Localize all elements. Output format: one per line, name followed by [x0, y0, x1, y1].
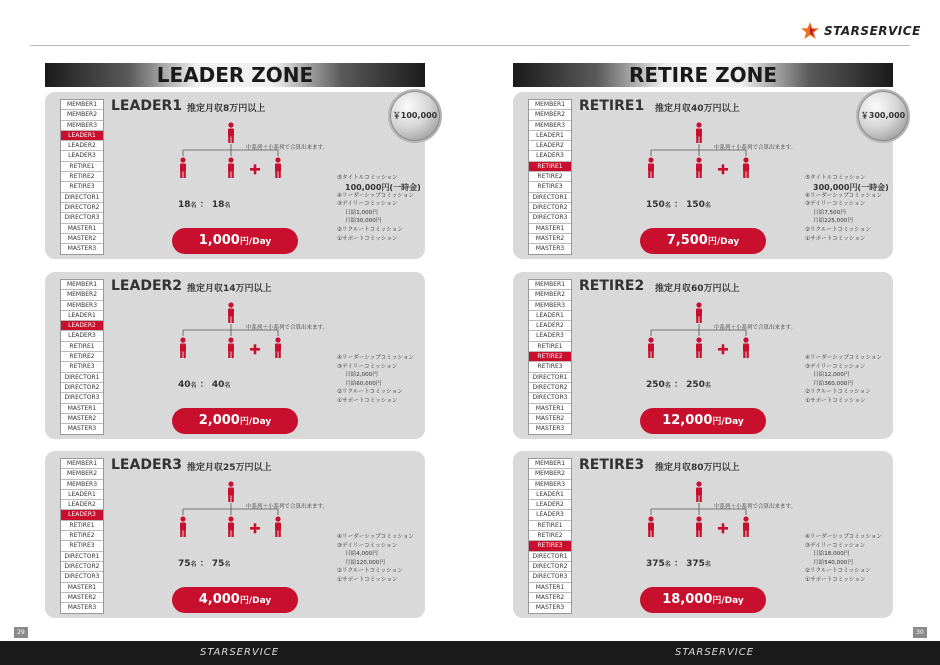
rank-item: MEMBER3	[61, 121, 103, 131]
daily-pay-pill	[172, 228, 298, 254]
commission-item: ④リーダーシップコミッション	[805, 192, 883, 199]
level-name: LEADER1	[111, 98, 183, 114]
zone-header	[45, 63, 425, 87]
person-icon	[648, 516, 654, 537]
plus-icon	[718, 164, 728, 174]
rank-item: DIRECTOR2	[529, 562, 571, 572]
rank-item: MASTER3	[67, 604, 97, 612]
level-name: LEADER2	[111, 278, 183, 294]
rank-item: DIRECTOR2	[529, 383, 571, 393]
rank-item: LEADER1	[61, 311, 103, 321]
commission-item: 日給2,000円	[345, 372, 378, 379]
org-tree-diagram	[639, 300, 759, 370]
count-separator: ：	[199, 559, 209, 569]
person-icon	[228, 337, 234, 358]
daily-pay-amount: 12,000	[662, 413, 713, 428]
coin-amount: ￥300,000	[860, 111, 906, 120]
rank-item: DIRECTOR3	[529, 213, 571, 223]
org-tree	[171, 120, 291, 190]
rank-item: LEADER1	[529, 131, 571, 141]
level-name: RETIRE2	[579, 278, 645, 294]
count-unit-right: 名	[704, 382, 711, 389]
rank-item: MEMBER3	[61, 480, 103, 490]
person-icon	[696, 481, 702, 502]
org-tree	[639, 120, 759, 190]
count-separator: ：	[199, 200, 209, 210]
rank-item: DIRECTOR2	[529, 203, 571, 213]
rank-item: MASTER2	[61, 414, 103, 424]
daily-pay-amount: 4,000	[198, 592, 240, 607]
rank-item: RETIRE3	[61, 541, 103, 551]
rank-item: LEADER3	[61, 151, 103, 161]
rank-item: MASTER3	[535, 245, 565, 253]
commission-item: ①サポートコミッション	[337, 576, 398, 583]
count-left: 18	[178, 200, 191, 210]
estimated-income: 推定月収80万円以上	[655, 463, 740, 473]
person-icon	[696, 516, 702, 537]
rank-item: MASTER1	[529, 404, 571, 414]
rank-item: MEMBER1	[529, 459, 571, 469]
rank-item: MEMBER2	[61, 290, 103, 300]
rank-item: MASTER2	[61, 234, 103, 244]
count-unit-left: 名	[190, 382, 197, 389]
rank-item: MEMBER3	[529, 301, 571, 311]
rank-item: RETIRE2	[61, 172, 103, 182]
org-tree	[639, 479, 759, 549]
plus-icon	[718, 344, 728, 354]
commission-item: ②リクルートコミッション	[805, 389, 871, 396]
rank-item: LEADER1	[529, 311, 571, 321]
commission-item: 月給360,000円	[813, 380, 853, 387]
person-icon	[648, 337, 654, 358]
rank-item: MASTER1	[529, 224, 571, 234]
commission-item: ②リクルートコミッション	[805, 226, 871, 233]
rank-item: LEADER2	[61, 500, 103, 510]
count-right: 18	[211, 200, 225, 210]
commission-item: ③デイリーコミッション	[805, 542, 866, 549]
tree-note: 中系列＋小系列で合算出来ます。	[246, 145, 329, 151]
person-icon	[275, 516, 281, 537]
coin-badge	[388, 89, 442, 143]
daily-pay-unit: 円/Day	[712, 596, 744, 606]
daily-pay-unit: 円/Day	[239, 237, 272, 247]
plus-icon	[718, 523, 728, 533]
daily-pay-amount: 2,000	[198, 413, 240, 428]
commission-item: ①サポートコミッション	[337, 397, 398, 404]
person-icon	[648, 157, 654, 178]
daily-pay-unit: 円/Day	[712, 417, 744, 427]
count-unit-left: 名	[190, 561, 197, 568]
rank-item: RETIRE1	[529, 342, 571, 352]
rank-item: DIRECTOR3	[61, 393, 103, 403]
org-tree-diagram	[171, 479, 291, 549]
member-counts	[646, 377, 711, 390]
coin-badge	[856, 89, 910, 143]
person-icon	[743, 516, 749, 537]
member-counts	[178, 556, 230, 569]
level-card	[513, 92, 906, 259]
rank-item: RETIRE3	[529, 541, 571, 551]
count-right: 75	[211, 559, 225, 569]
page-number-left: 29	[14, 627, 28, 638]
daily-pay-amount: 7,500	[666, 233, 708, 248]
level-card	[45, 92, 438, 259]
estimated-income: 推定月収60万円以上	[655, 284, 740, 294]
footer-bar	[0, 641, 940, 665]
rank-item: RETIRE1	[61, 521, 103, 531]
rank-item: RETIRE1	[61, 162, 103, 172]
commission-item: ③デイリーコミッション	[337, 201, 398, 208]
commission-item: 月給540,000円	[813, 559, 853, 566]
person-icon	[180, 516, 186, 537]
rank-item: DIRECTOR1	[529, 552, 571, 562]
daily-pay-unit: 円/Day	[239, 596, 272, 606]
zone-title: LEADER ZONE	[156, 63, 314, 87]
count-separator: ：	[673, 559, 683, 569]
person-icon	[228, 516, 234, 537]
org-tree-diagram	[639, 120, 759, 190]
rank-item: LEADER2	[529, 500, 571, 510]
rank-item: RETIRE2	[61, 531, 103, 541]
member-counts	[646, 197, 711, 210]
rank-item: MASTER1	[61, 583, 103, 593]
rank-item: RETIRE3	[61, 182, 103, 192]
commission-list	[337, 354, 447, 406]
rank-item: MASTER3	[535, 604, 565, 612]
count-left: 375	[646, 559, 665, 569]
member-counts	[646, 556, 711, 569]
rank-item: MASTER1	[61, 224, 103, 234]
rank-item: MASTER3	[535, 425, 565, 433]
commission-item: 月給120,000円	[345, 559, 385, 566]
commission-item: 月給60,000円	[345, 380, 382, 387]
count-separator: ：	[673, 380, 683, 390]
zone-header	[513, 63, 893, 87]
level-card	[45, 451, 425, 618]
commission-item: ②リクルートコミッション	[337, 389, 403, 396]
daily-pay-pill	[640, 228, 766, 254]
commission-item: 100,000円(一時金)	[345, 182, 421, 192]
page-number-right: 30	[913, 627, 927, 638]
count-unit-right: 名	[224, 561, 231, 568]
plus-icon	[250, 344, 260, 354]
rank-list	[60, 99, 104, 255]
person-icon	[275, 337, 281, 358]
rank-item: MASTER1	[529, 583, 571, 593]
rank-item: RETIRE3	[61, 362, 103, 372]
count-right: 250	[686, 380, 705, 390]
commission-item: 月給225,000円	[813, 218, 853, 225]
commission-item: 日給1,000円	[345, 209, 378, 216]
commission-item: ③デイリーコミッション	[805, 363, 866, 370]
count-right: 40	[211, 380, 225, 390]
rank-list	[528, 279, 572, 435]
rank-item: MASTER1	[61, 404, 103, 414]
rank-item: RETIRE2	[61, 352, 103, 362]
level-name: LEADER3	[111, 457, 183, 473]
org-tree-diagram	[171, 300, 291, 370]
rank-list	[60, 279, 104, 435]
commission-item: ⑤タイトルコミッション	[337, 175, 398, 181]
rank-item: LEADER3	[529, 510, 571, 520]
rank-item: MEMBER3	[529, 121, 571, 131]
zone-title: RETIRE ZONE	[628, 63, 778, 87]
level-name: RETIRE1	[579, 98, 645, 114]
rank-item: DIRECTOR3	[61, 213, 103, 223]
commission-item: ⑤タイトルコミッション	[805, 175, 866, 181]
commission-item: 日給18,000円	[813, 551, 850, 558]
daily-pay-pill	[172, 408, 298, 434]
level-card	[45, 272, 425, 439]
tree-note: 中系列＋小系列で合算出来ます。	[714, 145, 797, 151]
rank-item: DIRECTOR1	[529, 373, 571, 383]
rank-item: LEADER3	[529, 151, 571, 161]
rank-item: MEMBER2	[529, 469, 571, 479]
rank-item: RETIRE3	[529, 182, 571, 192]
commission-item: 日給7,500円	[813, 209, 846, 216]
rank-item: RETIRE1	[529, 521, 571, 531]
rank-item: RETIRE1	[61, 342, 103, 352]
rank-item: DIRECTOR2	[61, 562, 103, 572]
rank-item: MEMBER3	[529, 480, 571, 490]
commission-item: ①サポートコミッション	[805, 397, 866, 404]
count-unit-left: 名	[664, 561, 671, 568]
commission-item: ④リーダーシップコミッション	[337, 192, 415, 199]
rank-item: LEADER1	[529, 490, 571, 500]
rank-item: DIRECTOR3	[529, 572, 571, 582]
commission-item: ④リーダーシップコミッション	[337, 534, 415, 540]
person-icon	[743, 157, 749, 178]
commission-item: ①サポートコミッション	[337, 235, 398, 242]
estimated-income: 推定月収14万円以上	[187, 284, 272, 294]
rank-item: LEADER1	[61, 490, 103, 500]
rank-item: MASTER2	[529, 414, 571, 424]
commission-list	[805, 354, 915, 406]
page-retire-zone	[470, 0, 940, 665]
org-tree	[639, 300, 759, 370]
rank-item: RETIRE2	[529, 172, 571, 182]
rank-item: MEMBER1	[61, 459, 103, 469]
tree-note: 中系列＋小系列で合算出来ます。	[714, 325, 797, 331]
level-name: RETIRE3	[579, 457, 645, 473]
rank-item: MASTER3	[67, 245, 97, 253]
person-icon	[696, 122, 702, 143]
plus-icon	[250, 164, 260, 174]
commission-item: ④リーダーシップコミッション	[805, 534, 883, 540]
rank-item: MEMBER1	[529, 280, 571, 290]
count-unit-right: 名	[704, 202, 711, 209]
daily-pay-pill	[640, 408, 766, 434]
rank-item: DIRECTOR1	[529, 193, 571, 203]
org-tree-diagram	[639, 479, 759, 549]
footer-brand-right: STARSERVICE	[675, 647, 755, 658]
count-separator: ：	[199, 380, 209, 390]
rank-item: LEADER2	[61, 321, 103, 331]
rank-item: RETIRE2	[529, 352, 571, 362]
count-left: 75	[178, 559, 191, 569]
commission-item: ②リクルートコミッション	[337, 226, 403, 233]
daily-pay-pill	[640, 587, 766, 613]
rank-item: MEMBER1	[61, 100, 103, 110]
tree-note: 中系列＋小系列で合算出来ます。	[246, 504, 329, 510]
level-card	[513, 272, 893, 439]
count-right: 150	[686, 200, 705, 210]
person-icon	[180, 337, 186, 358]
rank-item: MEMBER1	[529, 100, 571, 110]
commission-item: 月給30,000円	[345, 218, 382, 225]
brand-wordmark: STARSERVICE	[824, 24, 921, 38]
person-icon	[696, 337, 702, 358]
rank-item: LEADER2	[529, 321, 571, 331]
commission-list	[805, 533, 915, 585]
rank-item: DIRECTOR1	[61, 193, 103, 203]
commission-item: ③デイリーコミッション	[337, 542, 398, 549]
org-tree-diagram	[171, 120, 291, 190]
rank-item: DIRECTOR3	[61, 572, 103, 582]
count-unit-left: 名	[664, 202, 671, 209]
rank-item: LEADER2	[61, 141, 103, 151]
org-tree	[171, 479, 291, 549]
rank-item: LEADER2	[529, 141, 571, 151]
daily-pay-unit: 円/Day	[239, 417, 272, 427]
level-card	[513, 451, 893, 618]
person-icon	[228, 157, 234, 178]
rank-item: MEMBER1	[61, 280, 103, 290]
member-counts	[178, 377, 230, 390]
rank-item: DIRECTOR1	[61, 552, 103, 562]
count-unit-right: 名	[224, 382, 231, 389]
rank-item: DIRECTOR1	[61, 373, 103, 383]
count-left: 150	[646, 200, 665, 210]
commission-item: 300,000円(一時金)	[813, 182, 889, 192]
org-tree	[171, 300, 291, 370]
rank-item: MASTER3	[67, 425, 97, 433]
rank-list	[60, 458, 104, 614]
tree-note: 中系列＋小系列で合算出来ます。	[246, 325, 329, 331]
count-left: 250	[646, 380, 665, 390]
daily-pay-unit: 円/Day	[707, 237, 740, 247]
person-icon	[228, 302, 234, 323]
coin-amount: ￥100,000	[392, 111, 438, 120]
rank-item: DIRECTOR2	[61, 203, 103, 213]
person-icon	[228, 481, 234, 502]
commission-list	[805, 174, 915, 243]
rank-item: MASTER2	[61, 593, 103, 603]
commission-item: ③デイリーコミッション	[805, 201, 866, 208]
commission-list	[337, 174, 447, 243]
rank-item: MEMBER2	[529, 290, 571, 300]
estimated-income: 推定月収40万円以上	[655, 104, 740, 114]
commission-item: ②リクルートコミッション	[337, 568, 403, 575]
rank-item: MASTER2	[529, 234, 571, 244]
count-unit-left: 名	[190, 202, 197, 209]
member-counts	[178, 197, 230, 210]
person-icon	[743, 337, 749, 358]
rank-item: RETIRE3	[529, 362, 571, 372]
tree-note: 中系列＋小系列で合算出来ます。	[714, 504, 797, 510]
rank-item: LEADER3	[61, 331, 103, 341]
commission-item: 日給4,000円	[345, 551, 378, 558]
daily-pay-amount: 1,000	[198, 233, 240, 248]
person-icon	[696, 157, 702, 178]
commission-item: 日給12,000円	[813, 372, 850, 379]
count-right: 375	[686, 559, 705, 569]
footer-brand-left: STARSERVICE	[200, 647, 280, 658]
rank-list	[528, 99, 572, 255]
count-unit-left: 名	[664, 382, 671, 389]
rank-item: MEMBER3	[61, 301, 103, 311]
rank-item: MEMBER2	[529, 110, 571, 120]
commission-item: ③デイリーコミッション	[337, 363, 398, 370]
rank-item: MEMBER2	[61, 469, 103, 479]
rank-item: LEADER1	[61, 131, 103, 141]
rank-item: LEADER3	[61, 510, 103, 520]
rank-list	[528, 458, 572, 614]
commission-item: ④リーダーシップコミッション	[805, 355, 883, 361]
commission-item: ①サポートコミッション	[805, 235, 866, 242]
count-left: 40	[178, 380, 191, 390]
rank-item: MEMBER2	[61, 110, 103, 120]
commission-item: ①サポートコミッション	[805, 576, 866, 583]
estimated-income: 推定月収8万円以上	[187, 104, 266, 114]
commission-item: ④リーダーシップコミッション	[337, 355, 415, 361]
rank-item: RETIRE2	[529, 531, 571, 541]
count-unit-right: 名	[224, 202, 231, 209]
plus-icon	[250, 523, 260, 533]
estimated-income: 推定月収25万円以上	[187, 463, 272, 473]
commission-item: ②リクルートコミッション	[805, 568, 871, 575]
person-icon	[180, 157, 186, 178]
rank-item: DIRECTOR2	[61, 383, 103, 393]
count-separator: ：	[673, 200, 683, 210]
person-icon	[275, 157, 281, 178]
daily-pay-pill	[172, 587, 298, 613]
daily-pay-amount: 18,000	[662, 592, 713, 607]
rank-item: RETIRE1	[529, 162, 571, 172]
rank-item: MASTER2	[529, 593, 571, 603]
rank-item: LEADER3	[529, 331, 571, 341]
person-icon	[696, 302, 702, 323]
person-icon	[228, 122, 234, 143]
commission-list	[337, 533, 447, 585]
count-unit-right: 名	[704, 561, 711, 568]
rank-item: DIRECTOR3	[529, 393, 571, 403]
